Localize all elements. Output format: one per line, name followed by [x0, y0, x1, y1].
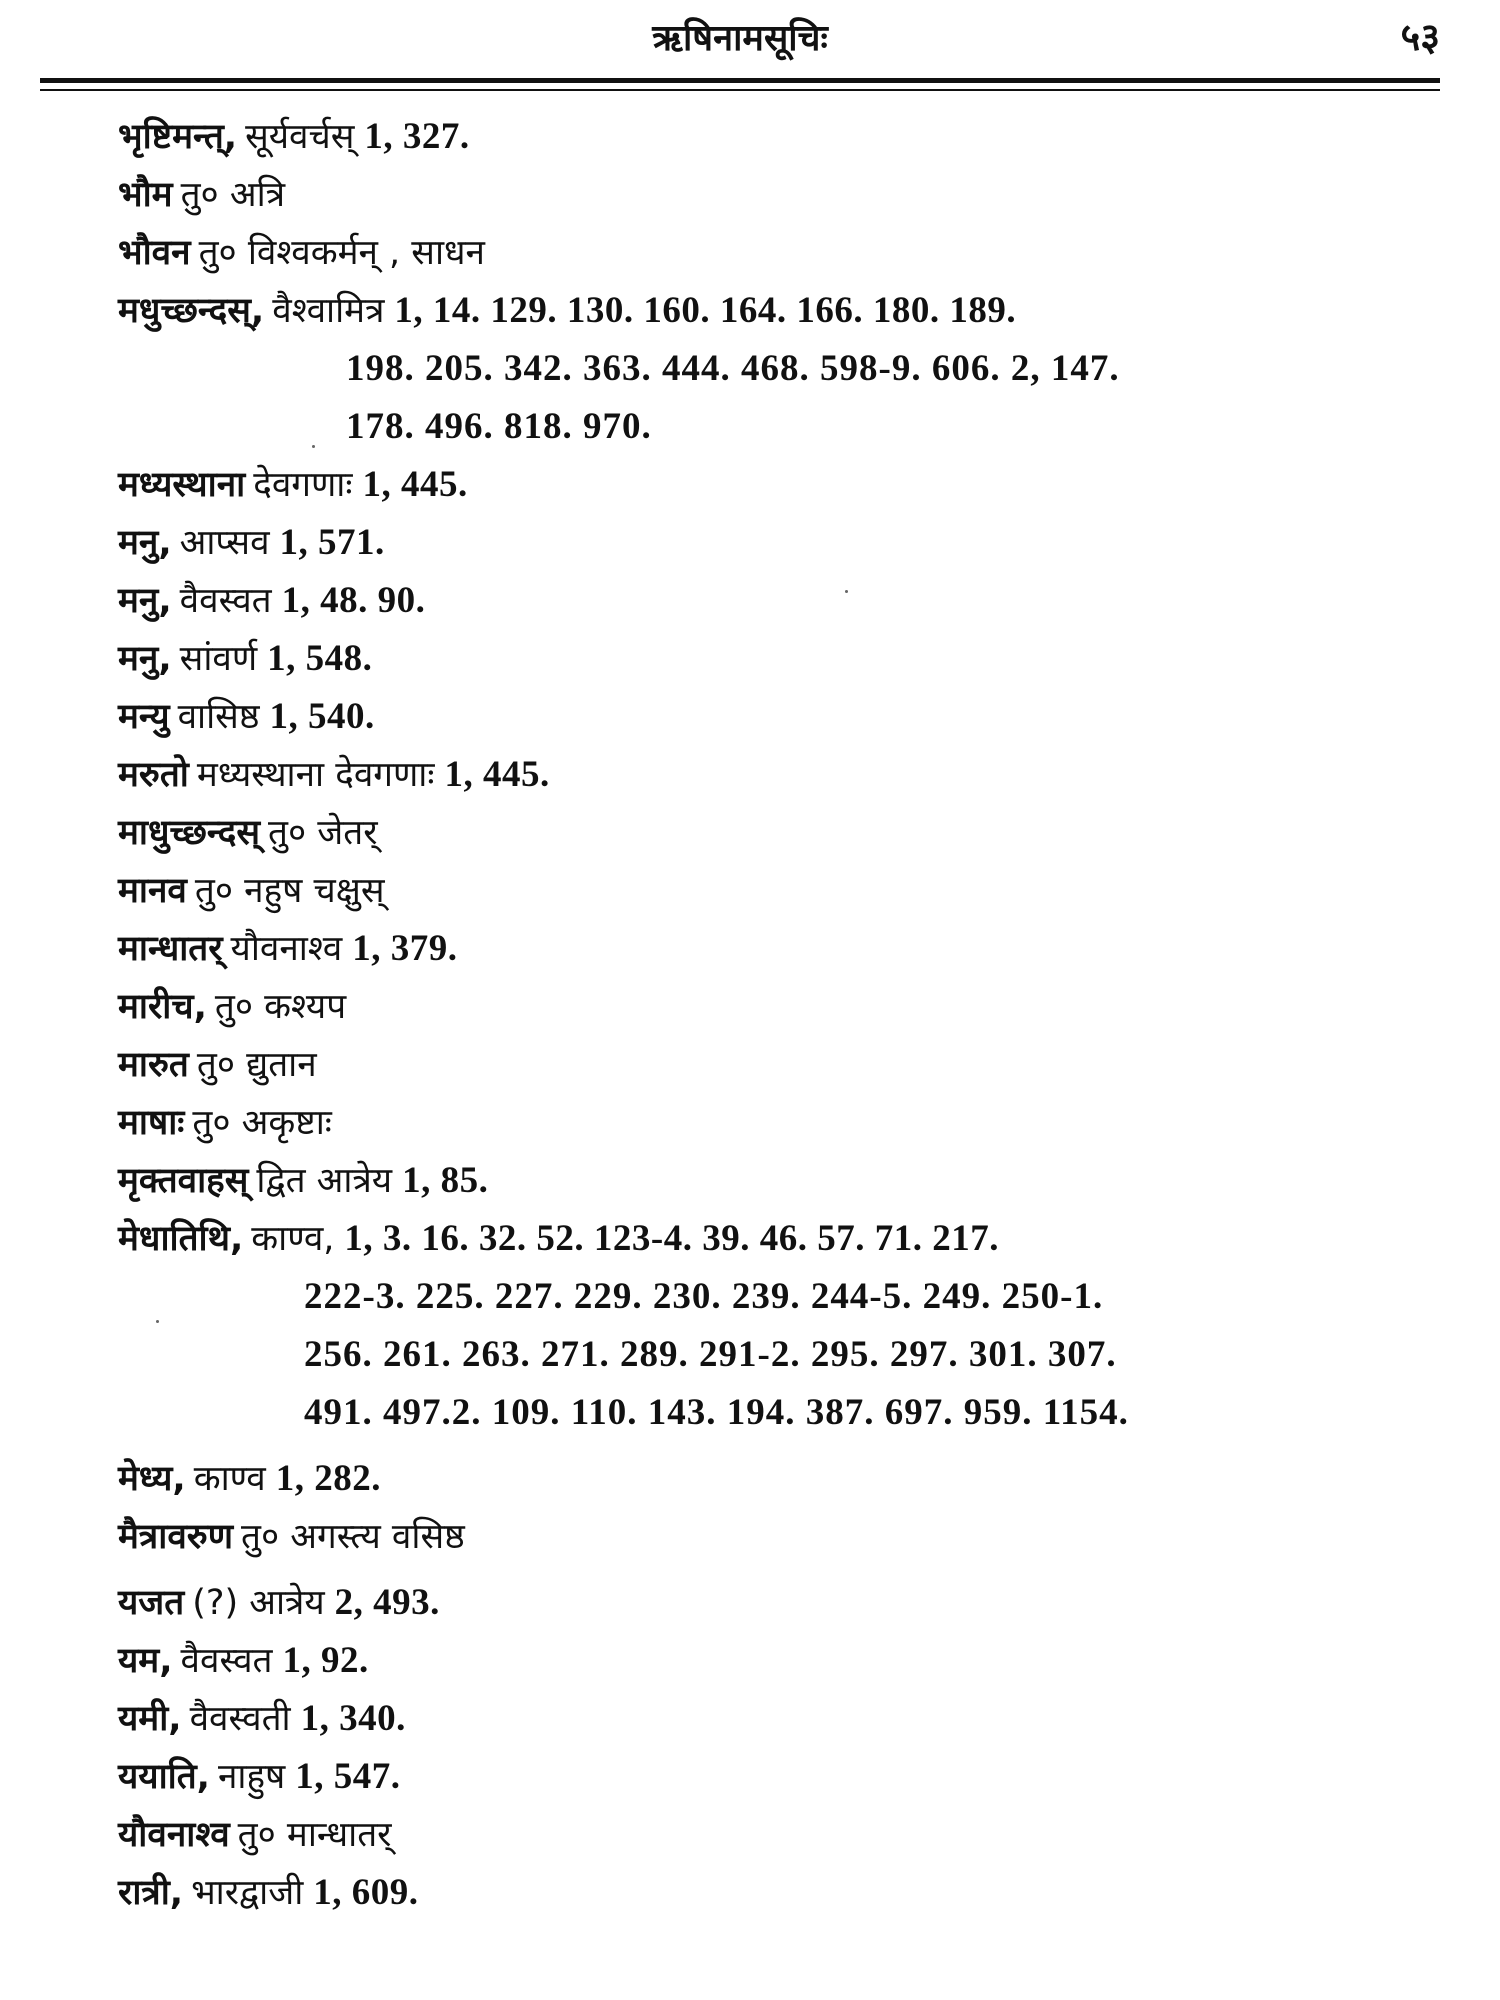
entry-references: 1, 445. — [444, 754, 550, 795]
entry-description: वैवस्वत — [180, 1641, 273, 1681]
index-entry — [118, 282, 1418, 340]
entry-headword: मारुत — [118, 1045, 189, 1085]
paper-speck — [156, 1320, 159, 1323]
entry-description: देवगणाः — [253, 465, 353, 505]
entry-description: मध्यस्थाना देवगणाः — [196, 755, 435, 795]
entry-headword: मानव — [118, 871, 187, 911]
index-entry — [118, 1574, 1418, 1632]
entry-description: तु० जेतर् — [268, 813, 378, 853]
entry-headword: यौवनाश्व — [118, 1815, 230, 1855]
header-rule-thick — [40, 78, 1440, 83]
index-entry — [118, 920, 1418, 978]
entry-headword: मध्यस्थाना — [118, 465, 246, 505]
entry-description: काण्व — [193, 1459, 266, 1499]
index-entry — [118, 1864, 1418, 1922]
index-entry — [118, 1450, 1418, 1508]
entry-headword: मनु, — [118, 581, 172, 621]
index-entry — [118, 1508, 1418, 1566]
entry-headword: मान्धातर् — [118, 929, 223, 969]
entry-headword: मन्यु — [118, 697, 170, 737]
entry-description: तु० अगस्त्य वसिष्ठ — [241, 1517, 465, 1557]
index-entry — [118, 1094, 1418, 1152]
index-entries — [118, 108, 1418, 1922]
entry-references-continued: 178. 496. 818. 970. — [346, 406, 652, 447]
entry-description: (?) आत्रेय — [192, 1583, 325, 1623]
entry-references: 1, 340. — [300, 1698, 406, 1739]
entry-references: 1, 48. 90. — [281, 580, 426, 621]
entry-headword: ययाति, — [118, 1757, 210, 1797]
entry-description: आप्सव — [179, 523, 270, 563]
entry-references: 1, 609. — [313, 1872, 419, 1913]
entry-references: 1, 540. — [269, 696, 375, 737]
entry-references-continued: 491. 497.2. 109. 110. 143. 194. 387. 697. 959. 1154. — [304, 1392, 1129, 1433]
entry-headword: भौम — [118, 175, 173, 215]
entry-headword: मनु, — [118, 523, 172, 563]
page-header — [40, 0, 1440, 80]
entry-headword: मृक्तवाहस् — [118, 1161, 249, 1201]
entry-description: सांवर्ण — [179, 639, 258, 679]
index-entry — [118, 1806, 1418, 1864]
entry-description: वैवस्वती — [189, 1699, 291, 1739]
entry-headword: रात्री, — [118, 1873, 184, 1913]
index-entry — [118, 688, 1418, 746]
entry-description: वासिष्ठ — [177, 697, 260, 737]
index-entry — [118, 514, 1418, 572]
index-entry — [118, 108, 1418, 166]
entry-references: 1, 445. — [362, 464, 468, 505]
entry-references: 1, 547. — [295, 1756, 401, 1797]
entry-description: यौवनाश्व — [230, 929, 343, 969]
entry-headword: मेधातिथि, — [118, 1219, 244, 1259]
entry-headword: भौवन — [118, 233, 191, 273]
entry-headword: मैत्रावरुण — [118, 1517, 234, 1557]
entry-references: 1, 85. — [402, 1160, 489, 1201]
page-number: ५३ — [1400, 15, 1440, 59]
entry-description: तु० नहुष चक्षुस् — [194, 871, 385, 911]
entry-description: तु० मान्धातर् — [237, 1815, 392, 1855]
entry-description: तु० विश्वकर्मन् , साधन — [198, 233, 485, 273]
entry-references: 1, 3. 16. 32. 52. 123-4. 39. 46. 57. 71. 217. — [344, 1218, 999, 1259]
index-entry — [118, 166, 1418, 224]
index-entry — [118, 572, 1418, 630]
entry-description: भारद्वाजी — [191, 1873, 304, 1913]
entry-description: वैश्वामित्र — [272, 291, 385, 331]
entry-description: द्वित आत्रेय — [256, 1161, 393, 1201]
entry-references: 1, 379. — [352, 928, 458, 969]
entry-references: 2, 493. — [334, 1582, 440, 1623]
paper-speck — [312, 445, 315, 448]
paper-speck — [845, 590, 848, 593]
entry-description: तु० कश्यप — [214, 987, 347, 1027]
entry-references-continued: 198. 205. 342. 363. 444. 468. 598-9. 606. 2, 147. — [346, 348, 1120, 389]
index-entry — [118, 862, 1418, 920]
index-entry — [118, 1748, 1418, 1806]
entry-description: काण्व, — [251, 1219, 335, 1259]
entry-description: तु० द्युतान — [196, 1045, 317, 1085]
index-entry — [118, 804, 1418, 862]
index-entry — [118, 630, 1418, 688]
entry-headword: माषाः — [118, 1103, 185, 1143]
entry-references: 1, 282. — [275, 1458, 381, 1499]
index-entry — [118, 1690, 1418, 1748]
entry-description: नाहुष — [217, 1757, 286, 1797]
index-entry — [118, 978, 1418, 1036]
entry-headword: मरुतो — [118, 755, 189, 795]
entry-references: 1, 327. — [364, 116, 470, 157]
entry-headword: यम, — [118, 1641, 173, 1681]
entry-headword: यमी, — [118, 1699, 182, 1739]
entry-references: 1, 548. — [267, 638, 373, 679]
index-entry — [118, 1152, 1418, 1210]
entry-description: तु० अकृष्टाः — [192, 1103, 332, 1143]
index-entry — [118, 1632, 1418, 1690]
entry-description: तु० अत्रि — [180, 175, 286, 215]
entry-headword: मनु, — [118, 639, 172, 679]
entry-references: 1, 92. — [282, 1640, 369, 1681]
entry-references: 1, 14. 129. 130. 160. 164. 166. 180. 189. — [394, 290, 1017, 331]
entry-references: 1, 571. — [279, 522, 385, 563]
entry-headword: मारीच, — [118, 987, 207, 1027]
entry-references-continued: 222-3. 225. 227. 229. 230. 239. 244-5. 249. 250-1. — [304, 1276, 1104, 1317]
index-entry — [118, 1036, 1418, 1094]
entry-description: वैवस्वत — [179, 581, 272, 621]
index-entry — [118, 746, 1418, 804]
entry-headword: माधुच्छन्दस् — [118, 813, 260, 853]
entry-headword: मेध्य, — [118, 1459, 186, 1499]
entry-headword: मधुच्छन्दस्, — [118, 291, 265, 331]
entry-headword: भृष्टिमन्त्, — [118, 117, 238, 157]
page-title: ऋषिनामसूचिः — [652, 18, 828, 59]
entry-description: सूर्यवर्चस् — [245, 117, 355, 157]
header-rule-thin — [40, 89, 1440, 91]
entry-references-continued: 256. 261. 263. 271. 289. 291-2. 295. 297. 301. 307. — [304, 1334, 1117, 1375]
index-entry — [118, 1210, 1418, 1268]
entry-headword: यजत — [118, 1583, 185, 1623]
index-entry — [118, 224, 1418, 282]
index-entry — [118, 456, 1418, 514]
